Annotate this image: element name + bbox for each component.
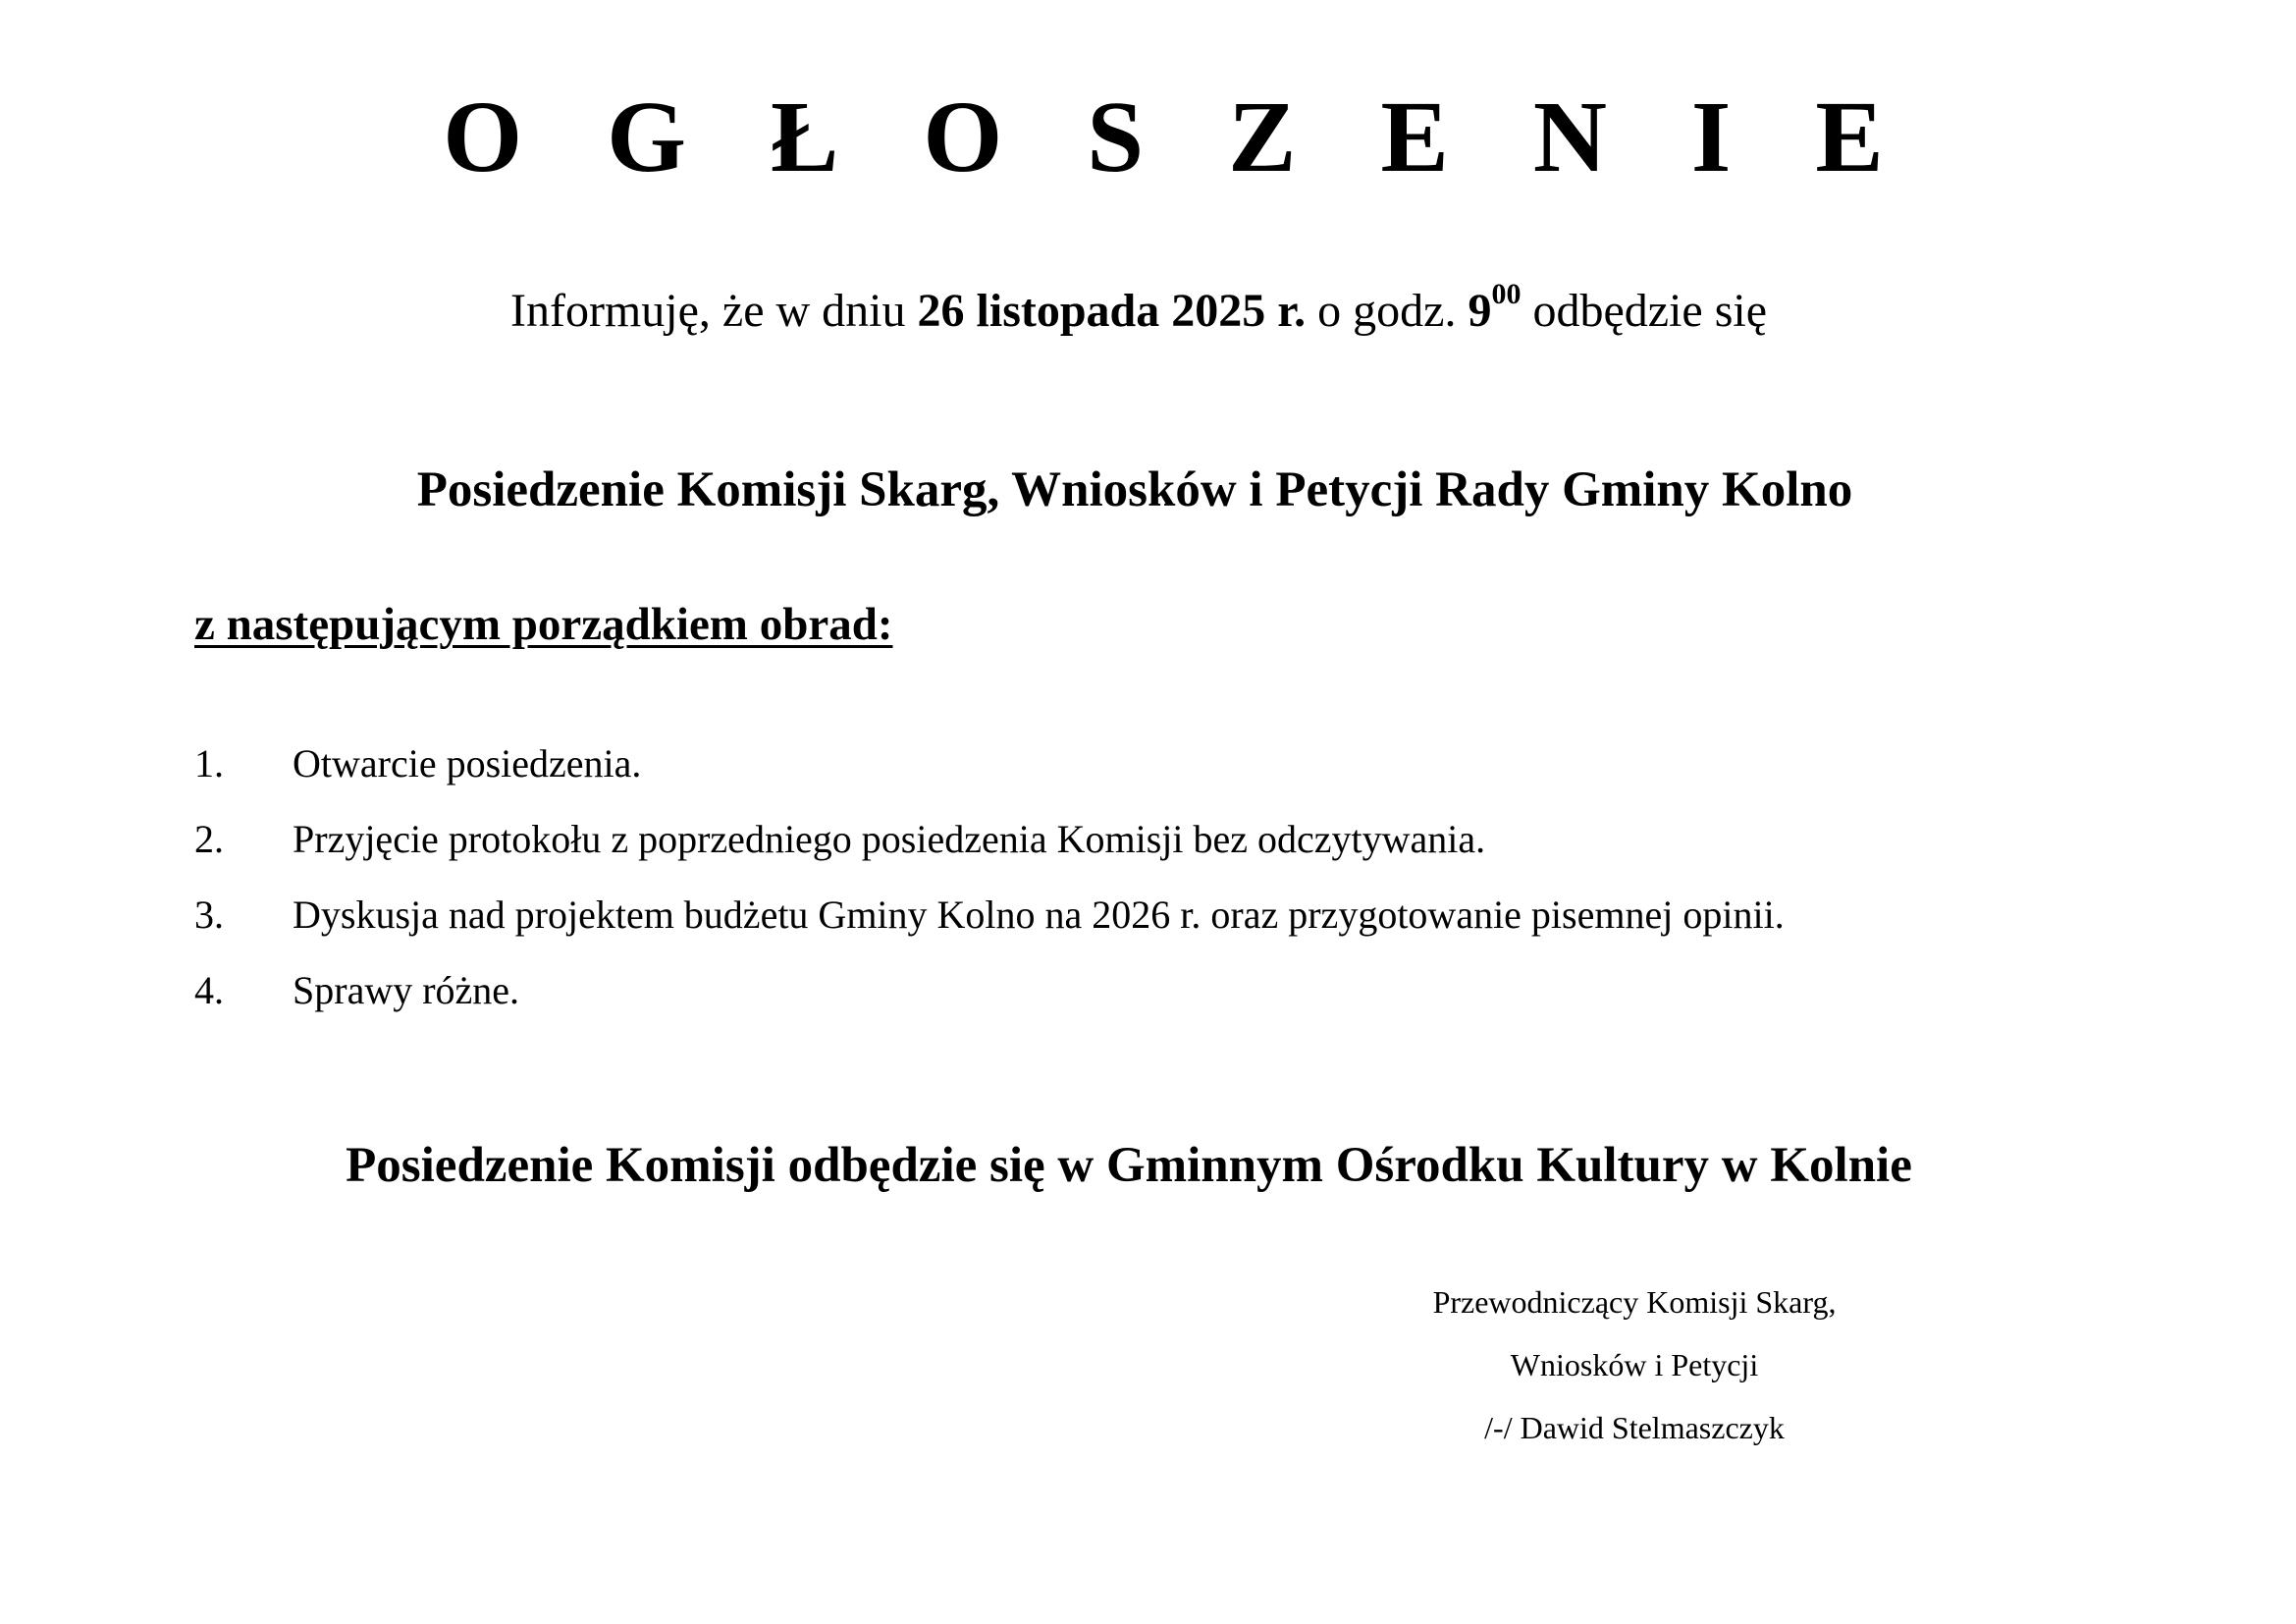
intro-mid: o godz. [1306,285,1468,337]
agenda-list [194,738,1785,1041]
document-title: O G Ł O S Z E N I E [443,81,1913,193]
intro-suffix: odbędzie się [1521,285,1768,337]
agenda-heading: z następującym porządkiem obrad: [194,599,893,650]
agenda-item [194,738,1785,814]
agenda-item-number: 1. [194,741,224,785]
agenda-item-text: Sprawy różne. [293,968,520,1012]
intro-sentence [0,278,2277,341]
meeting-minutes: 00 [1491,278,1522,310]
signature-block [1394,1282,1875,1471]
meeting-location: Posiedzenie Komisji odbędzie się w Gminnym Ośrodku Kultury w Kolnie [346,1138,1912,1193]
signature-name: /-/ Dawid Stelmaszczyk [1484,1410,1785,1445]
agenda-item [194,814,1785,890]
intro-prefix: Informuję, że w dniu [509,285,918,337]
agenda-item [194,890,1785,965]
signature-role-line1: Przewodniczący Komisji Skarg, [1432,1284,1837,1320]
meeting-date: 26 listopada 2025 r. [917,285,1307,337]
agenda-item-text: Dyskusja nad projektem budżetu Gminy Kolno na 2026 r. oraz przygotowanie pisemnej opinii. [293,893,1785,937]
agenda-item-text: Otwarcie posiedzenia. [293,741,642,785]
agenda-item [194,965,1785,1041]
agenda-item-number: 2. [194,817,224,861]
agenda-item-text: Przyjęcie protokołu z poprzedniego posiedzenia Komisji bez odczytywania. [293,817,1486,861]
meeting-title: Posiedzenie Komisji Skarg, Wniosków i Petycji Rady Gminy Kolno [416,462,1853,517]
agenda-item-number: 4. [194,968,224,1012]
signature-role-line2: Wniosków i Petycji [1510,1347,1759,1382]
agenda-item-number: 3. [194,893,224,937]
meeting-hour: 9 [1468,285,1492,337]
